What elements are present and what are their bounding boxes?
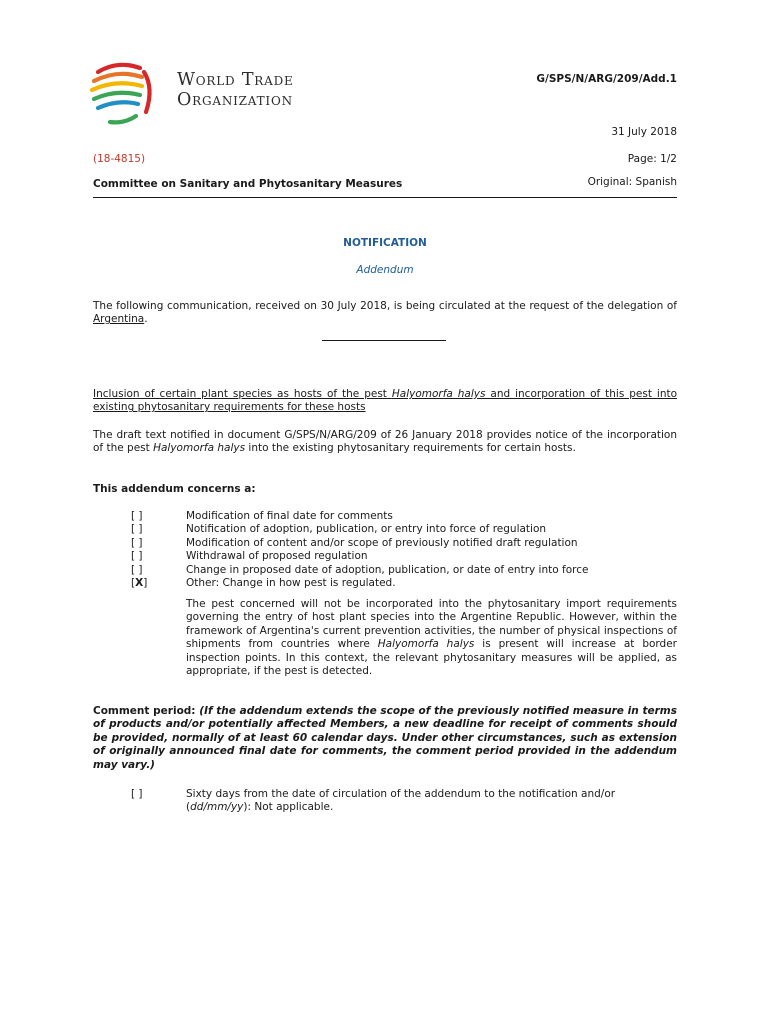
sixty-days-text-2: ): Not applicable.: [243, 801, 334, 814]
checkbox-sixty-days[interactable]: [ ]: [131, 788, 143, 800]
checkbox-date-change[interactable]: [ ]: [131, 563, 143, 576]
page-indicator: Page: 1/2: [627, 153, 677, 165]
concerns-list: [0, 510, 770, 590]
intro-end: .: [144, 313, 148, 326]
comment-period-label: Comment period:: [93, 705, 200, 717]
checkbox-adoption[interactable]: [ ]: [131, 523, 143, 536]
checkbox-other-open: [: [131, 577, 136, 589]
committee-name: Committee on Sanitary and Phytosanitary Measures: [93, 178, 403, 190]
original-language: Original: Spanish: [587, 176, 677, 188]
checkbox-modification[interactable]: [ ]: [131, 536, 143, 549]
concern-label-final-date: Modification of final date for comments: [186, 510, 393, 522]
draft-pest: Halyomorfa halys: [153, 442, 246, 455]
explanation-paragraph: [186, 598, 677, 678]
subject-title: [93, 388, 677, 415]
concerns-heading: This addendum concerns a:: [93, 483, 256, 495]
explanation-text-2: is present will increase at border inspection points. In this context, the relevant phytosanitary measures will be applied, as appropriate, if the pest is detected.: [186, 638, 677, 678]
explanation-text-1: The pest concerned will not be incorporated into the phytosanitary import requirements governing the entry of host plant species into the Argentine Republic. However, within the framework of Argentina's current prevention activities, the number of physical inspections of shipments from countries where: [186, 598, 677, 651]
intro-text: The following communication, received on 30 July 2018, is being circulated at the request of the delegation of: [93, 300, 677, 312]
comment-period-paragraph: [93, 705, 677, 772]
draft-text-1: The draft text notified in document G/SPS/N/ARG/209 of 26 January 2018 provides notice of the incorporation of the pest: [93, 429, 677, 455]
subject-text-1: Inclusion of certain plant species as hosts of the pest: [93, 388, 392, 400]
sixty-days-text-1: Sixty days from the date of circulation of the addendum to the notification and/or (: [186, 788, 616, 814]
comment-period-text: (If the addendum extends the scope of the previously notified measure in terms of products and/or potentially affected Members, a new deadline for receipt of comments should be provided, normally of at least 60 calendar days. Under other circumstances, such as extension of originally announced final date for comments, the comment period provided in the addendum may vary.): [93, 705, 677, 771]
org-name-line1: World Trade: [177, 70, 294, 90]
header-divider: [93, 197, 677, 198]
subject-pest: Halyomorfa halys: [391, 388, 486, 400]
intro-paragraph: [93, 300, 677, 327]
notification-heading: NOTIFICATION: [343, 237, 427, 249]
wto-emblem-icon: [84, 54, 164, 134]
intro-country: Argentina: [93, 313, 145, 326]
organization-name: [177, 70, 294, 110]
document-number: G/SPS/N/ARG/209/Add.1: [536, 73, 677, 85]
checkbox-other-mark: X: [135, 577, 144, 589]
checkbox-other[interactable]: [131, 577, 147, 590]
draft-text-2: into the existing phytosanitary requirements for certain hosts.: [245, 442, 576, 455]
concern-label-withdrawal: Withdrawal of proposed regulation: [186, 550, 368, 563]
concern-label-modification: Modification of content and/or scope of previously notified draft regulation: [186, 536, 578, 549]
concern-label-other: Other: Change in how pest is regulated.: [186, 577, 396, 589]
checkbox-other-close: ]: [143, 577, 148, 589]
draft-paragraph: [93, 429, 677, 456]
reference-number: (18-4815): [93, 153, 146, 165]
document-date: 31 July 2018: [611, 126, 677, 138]
sixty-days-date-format: dd/mm/yy: [190, 801, 244, 814]
sixty-days-option: [186, 788, 677, 815]
concern-label-adoption: Notification of adoption, publication, or entry into force of regulation: [186, 523, 547, 536]
checkbox-final-date[interactable]: [ ]: [131, 510, 143, 522]
subject-text-2: and incorporation of this pest into existing phytosanitary requirements for these hosts: [93, 388, 678, 414]
explanation-pest: Halyomorfa halys: [377, 638, 475, 651]
wto-logo: [84, 54, 344, 134]
checkbox-withdrawal[interactable]: [ ]: [131, 550, 143, 563]
concern-label-date-change: Change in proposed date of adoption, publication, or date of entry into force: [186, 563, 589, 576]
org-name-line2: Organization: [177, 90, 293, 110]
section-separator: [322, 340, 446, 341]
addendum-subheading: Addendum: [356, 264, 414, 276]
